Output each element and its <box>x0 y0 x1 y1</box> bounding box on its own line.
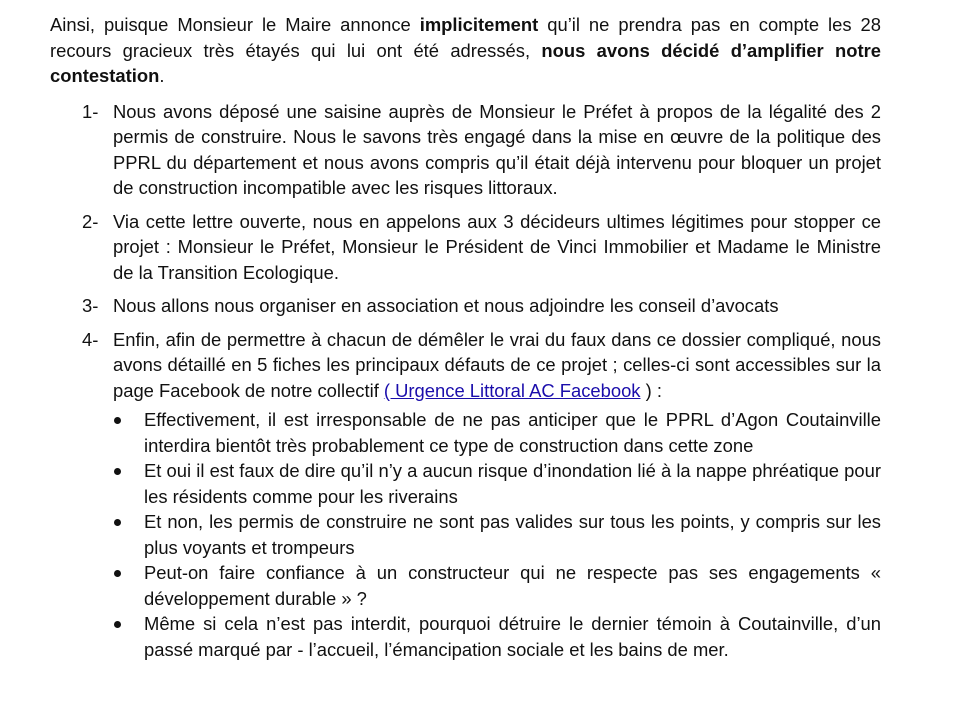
bullet-item-2 <box>50 458 881 509</box>
bullet-dot-icon <box>114 621 121 628</box>
numbered-item-4 <box>50 327 881 404</box>
numbered-item-1 <box>50 99 881 201</box>
item-number: 4- <box>82 328 99 350</box>
bullet-text: Même si cela n’est pas interdit, pourquoi détruire le dernier témoin à Coutainville, d’un passé marqué par - l’accueil, l’émancipation sociale et les bains de mer. <box>144 613 881 660</box>
item-number: 1- <box>82 100 99 122</box>
item-number: 3- <box>82 295 99 316</box>
bullet-text: Et non, les permis de construire ne sont pas valides sur tous les points, y compris sur les plus voyants et trompeurs <box>144 511 881 558</box>
intro-text-1: Ainsi, puisque Monsieur le Maire annonce <box>50 14 420 35</box>
item-text: Nous allons nous organiser en association et nous adjoindre les conseil d’avocats <box>113 295 779 316</box>
bullet-text: Et oui il est faux de dire qu’il n’y a aucun risque d’inondation lié à la nappe phréatique pour les résidents comme pour les riverains <box>144 460 881 507</box>
item-number: 2- <box>82 210 99 232</box>
numbered-item-2 <box>50 209 881 286</box>
bullet-item-4 <box>50 560 881 611</box>
item-text-after-link: ) : <box>640 379 662 401</box>
bullet-text: Effectivement, il est irresponsable de ne pas anticiper que le PPRL d’Agon Coutainville interdira bientôt très probablement ce type de construction dans cette zone <box>144 409 881 456</box>
bullet-item-3 <box>50 509 881 560</box>
facebook-link[interactable]: ( Urgence Littoral AC Facebook <box>383 379 641 401</box>
intro-paragraph <box>50 12 881 89</box>
bullet-item-5 <box>50 611 881 662</box>
item-text: Nous avons déposé une saisine auprès de Monsieur le Préfet à propos de la légalité des 2 permis de construire. Nous le savons très engagé dans la mise en œuvre de la politique des PPRL du département et nous avons compris qu’il était déjà intervenu pour bloquer un projet de construction incompatible avec les risques littoraux. <box>113 100 881 198</box>
intro-bold-implicitement: implicitement <box>419 14 539 35</box>
bullet-item-1 <box>50 407 881 458</box>
bullet-dot-icon <box>114 519 121 526</box>
bullet-text: Peut-on faire confiance à un constructeur qui ne respecte pas ses engagements « développement durable » ? <box>144 562 881 609</box>
bullet-dot-icon <box>114 468 121 475</box>
intro-bold-contestation: nous avons décidé d’amplifier notre contestation <box>50 39 881 86</box>
bullet-dot-icon <box>114 570 121 577</box>
bullet-dot-icon <box>114 417 121 424</box>
item-text-before-link: Enfin, afin de permettre à chacun de démêler le vrai du faux dans ce dossier compliqué, nous avons détaillé en 5 fiches les principaux défauts de ce projet ; celles-ci sont accessibles sur la page Facebook de notre collectif <box>113 328 881 401</box>
numbered-list <box>50 99 881 404</box>
intro-text-3: . <box>159 65 165 86</box>
bullet-list <box>50 407 881 662</box>
item-text: Via cette lettre ouverte, nous en appelons aux 3 décideurs ultimes légitimes pour stopper ce projet : Monsieur le Préfet, Monsieur le Président de Vinci Immobilier et Madame le Ministre de la Transition Ecologique. <box>113 210 881 283</box>
numbered-item-3 <box>50 293 881 319</box>
intro-text-2: qu’il ne prendra pas en compte les 28 recours gracieux très étayés qui lui ont été adressés, <box>50 14 881 61</box>
